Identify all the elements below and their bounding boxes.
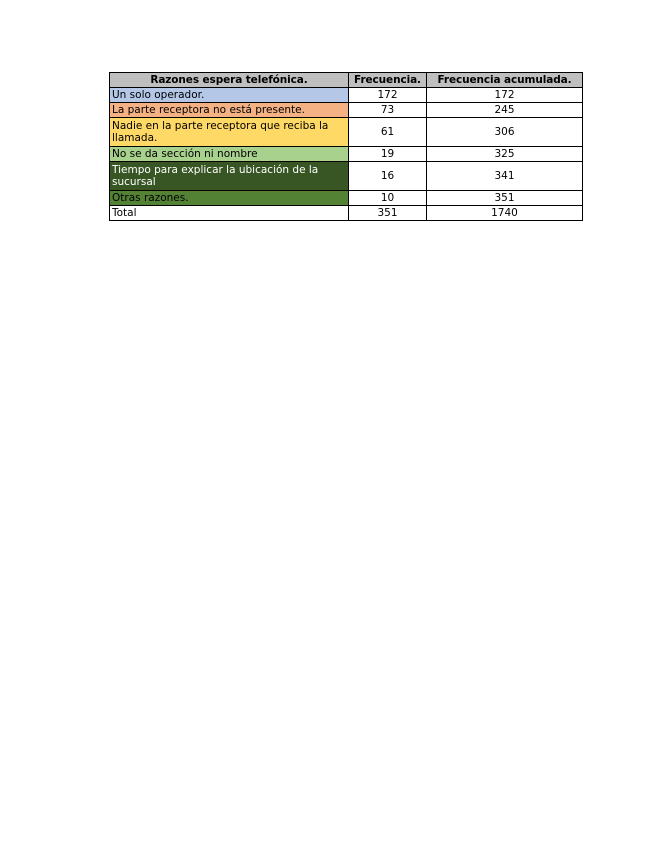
total-row: [110, 206, 583, 221]
table-row: [110, 118, 583, 147]
total-frequency: 351: [349, 206, 427, 221]
cumulative-cell: 341: [427, 162, 583, 191]
total-label: Total: [110, 206, 349, 221]
reason-cell: Nadie en la parte receptora que reciba la llamada.: [110, 118, 349, 147]
frequency-cell: 172: [349, 88, 427, 103]
table-row: [110, 88, 583, 103]
reason-cell: La parte receptora no está presente.: [110, 103, 349, 118]
cumulative-cell: 172: [427, 88, 583, 103]
table-row: [110, 191, 583, 206]
cumulative-cell: 245: [427, 103, 583, 118]
header-frequency: Frecuencia.: [349, 73, 427, 88]
reason-cell: Otras razones.: [110, 191, 349, 206]
header-reason: Razones espera telefónica.: [110, 73, 349, 88]
frequency-cell: 73: [349, 103, 427, 118]
frequency-cell: 19: [349, 147, 427, 162]
table-row: [110, 103, 583, 118]
total-cumulative: 1740: [427, 206, 583, 221]
frequency-cell: 61: [349, 118, 427, 147]
header-cumulative: Frecuencia acumulada.: [427, 73, 583, 88]
reason-cell: Un solo operador.: [110, 88, 349, 103]
frequency-table: [109, 72, 583, 221]
reason-cell: Tiempo para explicar la ubicación de la sucursal: [110, 162, 349, 191]
table-row: [110, 147, 583, 162]
frequency-cell: 10: [349, 191, 427, 206]
cumulative-cell: 351: [427, 191, 583, 206]
cumulative-cell: 325: [427, 147, 583, 162]
reason-cell: No se da sección ni nombre: [110, 147, 349, 162]
table-row: [110, 162, 583, 191]
cumulative-cell: 306: [427, 118, 583, 147]
frequency-cell: 16: [349, 162, 427, 191]
table-header-row: [110, 73, 583, 88]
